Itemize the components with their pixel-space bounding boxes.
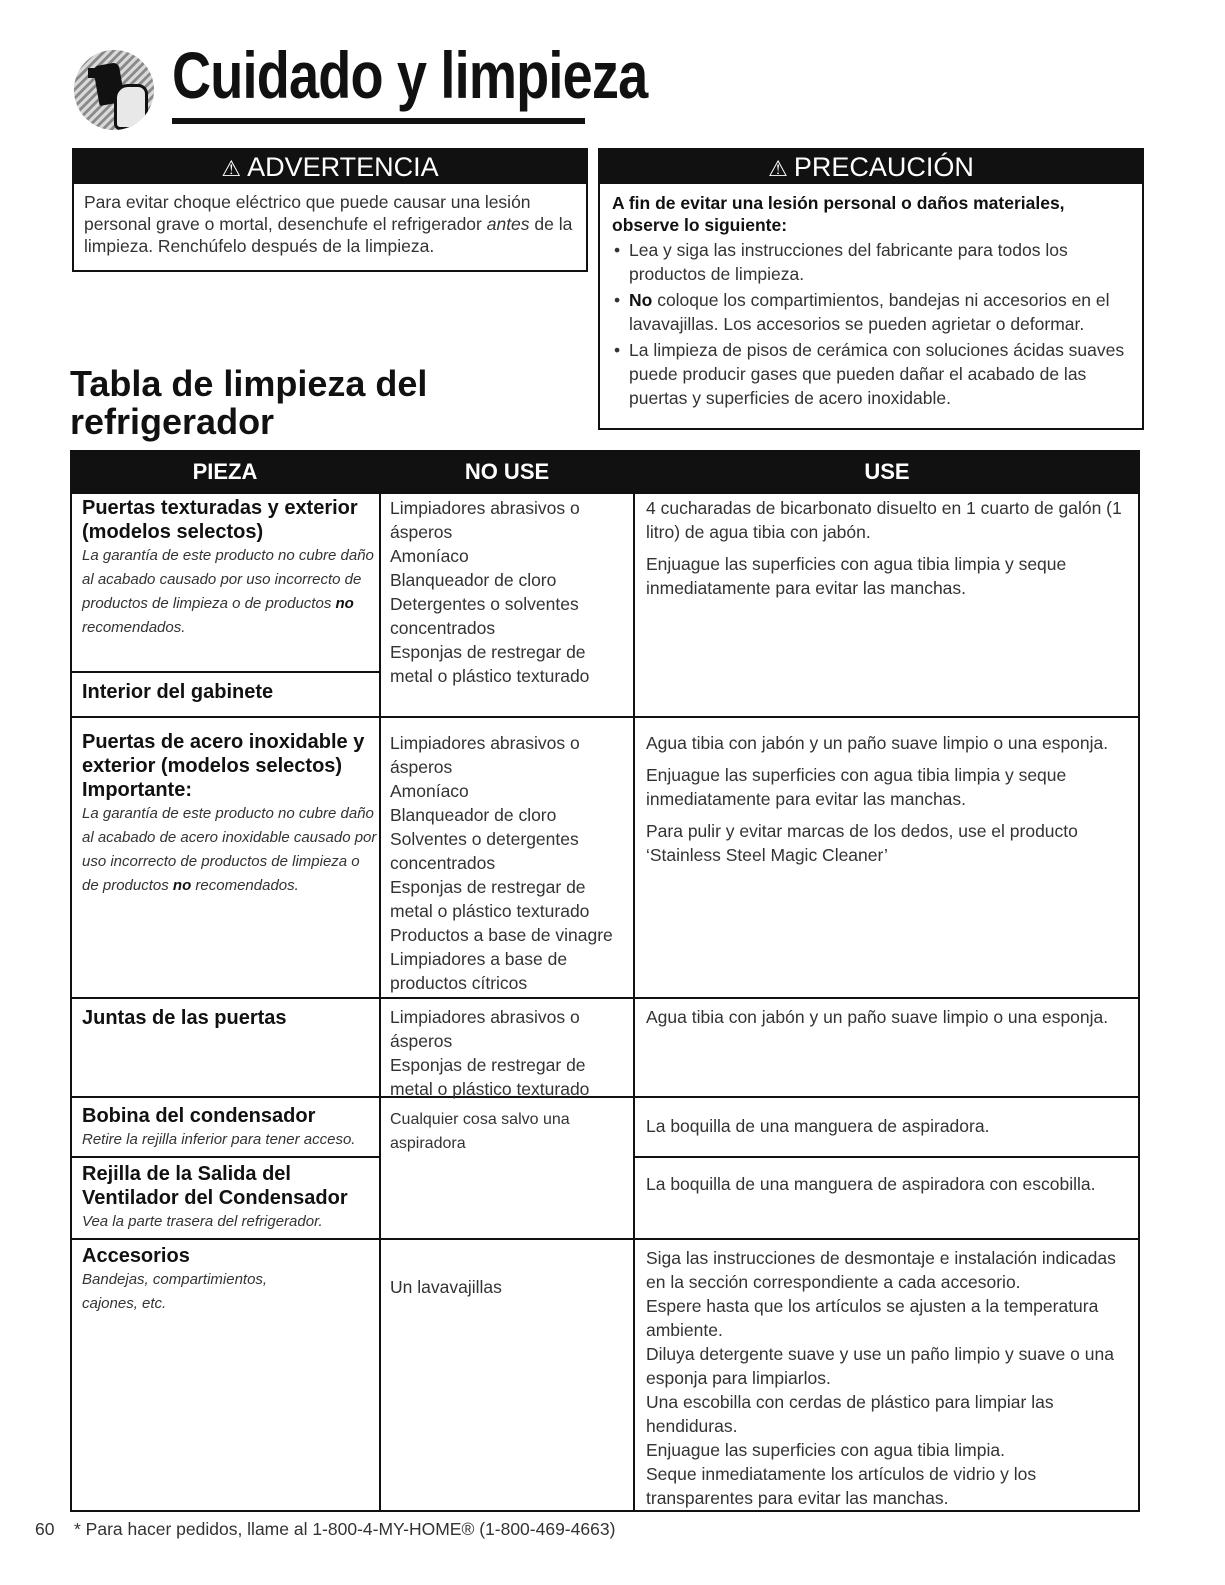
pieza-note-text: La garantía de este producto no cubre daño al acabado causado por uso incorrecto de productos de limpieza o de productos bbox=[82, 547, 374, 612]
warning-triangle-icon: ⚠ bbox=[221, 156, 242, 181]
pieza-note: Bandejas, compartimientos, cajones, etc. bbox=[82, 1271, 268, 1312]
caution-box bbox=[598, 148, 1144, 430]
pieza-title: Juntas de las puertas bbox=[82, 1007, 287, 1029]
pieza-title: Rejilla de la Salida del Ventilador del Condensador bbox=[82, 1163, 348, 1209]
row-1-pieza-sub bbox=[82, 680, 378, 704]
row-divider bbox=[70, 716, 1140, 718]
sub-row-divider bbox=[634, 1156, 1140, 1158]
row-1-pieza bbox=[82, 496, 378, 640]
pieza-title: Puertas de acero inoxidable y exterior (modelos selectos) Importante: bbox=[82, 731, 365, 801]
caution-item-text: La limpieza de pisos de cerámica con soluciones ácidas suaves puede producir gases que pueden dañar el acabado de las puertas y superficies de acero inoxidable. bbox=[629, 340, 1125, 408]
row-4-use-sub bbox=[646, 1172, 1136, 1196]
page-number: 60 bbox=[35, 1519, 55, 1539]
row-4-no-use bbox=[390, 1108, 620, 1156]
warning-header bbox=[74, 150, 586, 184]
row-divider bbox=[70, 1238, 1140, 1240]
caution-item bbox=[612, 338, 1130, 410]
column-divider bbox=[633, 494, 635, 1512]
row-3-no-use bbox=[390, 1005, 630, 1101]
caution-item-text: coloque los compartimientos, bandejas ni accesorios en el lavavajillas. Los accesorios se pueden agrietar o deformar. bbox=[629, 290, 1110, 334]
no-use-item: Solventes o detergentes concentrados bbox=[390, 829, 579, 873]
pieza-title: Puertas texturadas y exterior (modelos selectos) bbox=[82, 497, 358, 543]
row-4-pieza-sub bbox=[82, 1162, 378, 1234]
warning-triangle-icon: ⚠ bbox=[768, 156, 788, 181]
use-item: Espere hasta que los artículos se ajusten a la temperatura ambiente. bbox=[646, 1296, 1099, 1340]
no-use-item: Productos a base de vinagre bbox=[390, 925, 613, 945]
warning-box bbox=[72, 148, 588, 272]
spray-cleaner-icon bbox=[74, 50, 154, 130]
table-border bbox=[70, 1510, 1140, 1512]
row-5-pieza bbox=[82, 1244, 378, 1316]
header-use: USE bbox=[634, 450, 1140, 494]
sub-row-divider bbox=[70, 671, 380, 673]
pieza-title: Accesorios bbox=[82, 1245, 190, 1267]
row-3-use bbox=[646, 1005, 1134, 1029]
use-item: La boquilla de una manguera de aspiradora. bbox=[646, 1116, 990, 1136]
header-pieza: PIEZA bbox=[70, 450, 380, 494]
table-border bbox=[70, 494, 72, 1512]
no-use-item: Amoníaco bbox=[390, 781, 469, 801]
use-item: Agua tibia con jabón y un paño suave limpio o una esponja. bbox=[646, 1007, 1109, 1027]
row-1-no-use bbox=[390, 496, 630, 688]
row-divider bbox=[70, 997, 1140, 999]
pieza-note-text: recomendados. bbox=[191, 877, 299, 894]
column-divider bbox=[379, 494, 381, 1512]
no-use-item: Esponjas de restregar de metal o plástico texturado bbox=[390, 1055, 590, 1099]
pieza-note-bold: no bbox=[172, 877, 192, 894]
no-use-item: Detergentes o solventes concentrados bbox=[390, 594, 579, 638]
no-use-item: Limpiadores a base de productos cítricos bbox=[390, 949, 568, 993]
pieza-note-bold: no bbox=[335, 595, 354, 612]
header-no-use: NO USE bbox=[380, 450, 634, 494]
row-2-no-use bbox=[390, 731, 630, 995]
page-title: Cuidado y limpieza bbox=[172, 38, 648, 112]
use-item: Siga las instrucciones de desmontaje e instalación indicadas en la sección correspondiente a cada accesorio. bbox=[646, 1248, 1116, 1292]
no-use-item: Limpiadores abrasivos o ásperos bbox=[390, 1007, 580, 1051]
pieza-note: Retire la rejilla inferior para tener acceso. bbox=[82, 1131, 356, 1148]
sub-row-divider bbox=[70, 1156, 380, 1158]
no-use-item: Esponjas de restregar de metal o plástico texturado bbox=[390, 642, 590, 686]
section-title: Tabla de limpieza del refrigerador bbox=[70, 363, 428, 442]
row-4-use bbox=[646, 1114, 1134, 1138]
pieza-title: Bobina del condensador bbox=[82, 1105, 316, 1127]
no-use-item: Amoníaco bbox=[390, 546, 469, 566]
use-item: Enjuague las superficies con agua tibia limpia. bbox=[646, 1440, 1005, 1460]
row-5-use bbox=[646, 1246, 1136, 1510]
no-use-item: Limpiadores abrasivos o ásperos bbox=[390, 498, 580, 542]
use-item: Enjuague las superficies con agua tibia limpia y seque inmediatamente para evitar las manchas. bbox=[646, 765, 1067, 809]
warning-title: ADVERTENCIA bbox=[247, 152, 439, 182]
row-5-no-use bbox=[390, 1275, 630, 1299]
cleaning-table bbox=[70, 450, 1140, 1512]
row-1-use bbox=[646, 496, 1134, 600]
use-item: Para pulir y evitar marcas de los dedos, use el producto ‘Stainless Steel Magic Cleaner’ bbox=[646, 821, 1078, 865]
use-item: 4 cucharadas de bicarbonato disuelto en 1 cuarto de galón (1 litro) de agua tibia con jabón. bbox=[646, 498, 1122, 542]
caution-item-text: Lea y siga las instrucciones del fabricante para todos los productos de limpieza. bbox=[629, 240, 1068, 284]
row-4-pieza bbox=[82, 1104, 378, 1152]
warning-text-emphasis: antes bbox=[486, 214, 530, 234]
use-item: La boquilla de una manguera de aspiradora con escobilla. bbox=[646, 1174, 1096, 1194]
use-item: Agua tibia con jabón y un paño suave limpio o una esponja. bbox=[646, 733, 1109, 753]
use-item: Enjuague las superficies con agua tibia limpia y seque inmediatamente para evitar las manchas. bbox=[646, 554, 1067, 598]
caution-item bbox=[612, 288, 1130, 336]
use-item: Seque inmediatamente los artículos de vidrio y los transparentes para evitar las manchas. bbox=[646, 1464, 1037, 1508]
row-2-use bbox=[646, 731, 1134, 867]
caution-list bbox=[600, 238, 1142, 410]
no-use-item: Blanqueador de cloro bbox=[390, 570, 557, 590]
caution-lead: A fin de evitar una lesión personal o daños materiales, observe lo siguiente: bbox=[612, 193, 1065, 235]
footer-text: * Para hacer pedidos, llame al 1-800-4-MY-HOME® (1-800-469-4663) bbox=[74, 1519, 616, 1539]
caution-item bbox=[612, 238, 1130, 286]
use-item: Diluya detergente suave y use un paño limpio y suave o una esponja para limpiarlos. bbox=[646, 1344, 1114, 1388]
warning-text-part: Para evitar choque eléctrico que puede causar una lesión personal grave o mortal, desenchufe el refrigerador bbox=[84, 192, 531, 234]
caution-title: PRECAUCIÓN bbox=[793, 152, 974, 182]
pieza-note-text: recomendados. bbox=[82, 619, 186, 636]
table-border bbox=[1138, 494, 1140, 1512]
warning-text bbox=[74, 184, 586, 264]
pieza-note-text: La garantía de este producto no cubre daño al acabado de acero inoxidable causado por uso incorrecto de productos de limpieza o de productos bbox=[82, 805, 377, 894]
pieza-note bbox=[82, 544, 378, 640]
use-item: Una escobilla con cerdas de plástico para limpiar las hendiduras. bbox=[646, 1392, 1054, 1436]
warning-text-part: de la limpieza. Renchúfelo después de la limpieza. bbox=[84, 214, 573, 256]
no-use-item: Esponjas de restregar de metal o plástico texturado bbox=[390, 877, 590, 921]
no-use-item: Cualquier cosa salvo una aspiradora bbox=[390, 1111, 570, 1152]
pieza-note bbox=[82, 802, 378, 898]
row-3-pieza bbox=[82, 1006, 378, 1030]
row-2-pieza bbox=[82, 730, 378, 898]
no-use-item: Un lavavajillas bbox=[390, 1277, 502, 1297]
title-underline bbox=[172, 118, 585, 124]
caution-header bbox=[600, 150, 1142, 184]
no-use-item: Blanqueador de cloro bbox=[390, 805, 557, 825]
no-use-item: Limpiadores abrasivos o ásperos bbox=[390, 733, 580, 777]
pieza-title: Interior del gabinete bbox=[82, 681, 274, 703]
pieza-note: Vea la parte trasera del refrigerador. bbox=[82, 1213, 323, 1230]
caution-item-bold: No bbox=[629, 290, 653, 310]
